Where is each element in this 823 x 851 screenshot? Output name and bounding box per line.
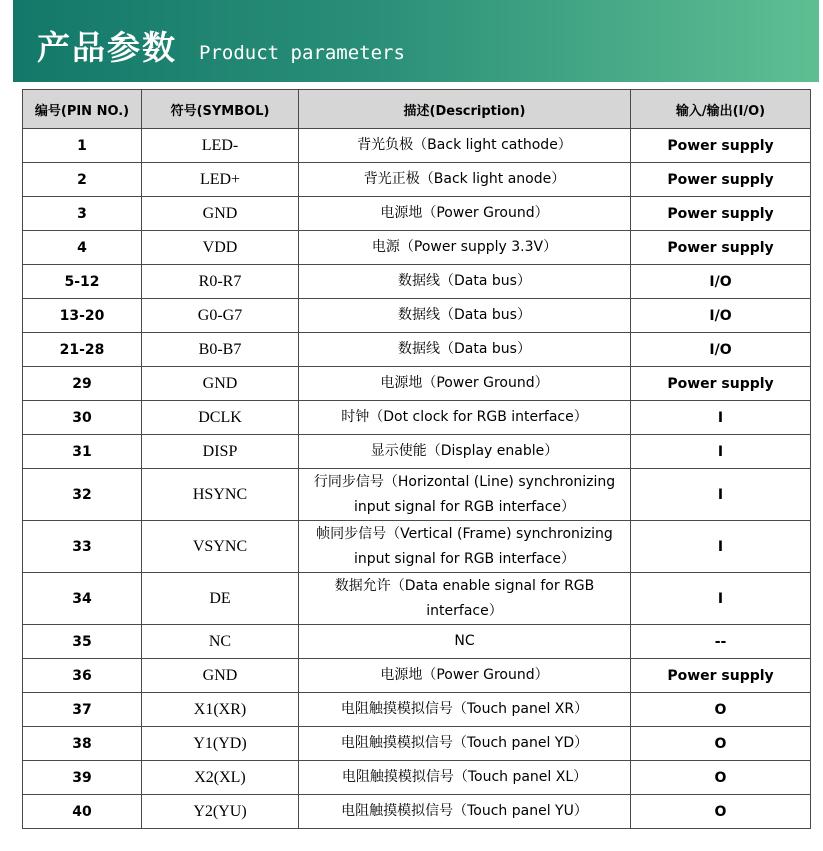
pin-number: 40	[23, 795, 142, 829]
pin-symbol: Y2(YU)	[142, 795, 299, 829]
pin-symbol: GND	[142, 197, 299, 231]
pin-io: I	[631, 435, 811, 469]
table-header-row	[23, 90, 811, 129]
pin-symbol: DISP	[142, 435, 299, 469]
pin-number: 33	[23, 521, 142, 573]
pin-io: Power supply	[631, 163, 811, 197]
col-header-symbol: 符号(SYMBOL)	[142, 90, 299, 129]
table-row	[23, 401, 811, 435]
pin-number: 35	[23, 625, 142, 659]
col-header-pin: 编号(PIN NO.)	[23, 90, 142, 129]
description-line-1: 电阻触摸模拟信号（Touch panel XL）	[341, 769, 588, 785]
pin-symbol: R0-R7	[142, 265, 299, 299]
pin-description	[299, 333, 631, 367]
pin-number: 34	[23, 573, 142, 625]
pin-description	[299, 727, 631, 761]
pin-io: I	[631, 521, 811, 573]
table-row	[23, 129, 811, 163]
pin-description	[299, 693, 631, 727]
pin-number: 3	[23, 197, 142, 231]
pin-io: Power supply	[631, 659, 811, 693]
pin-symbol: DE	[142, 573, 299, 625]
pin-description	[299, 521, 631, 573]
description-line-1: 电源地（Power Ground）	[380, 375, 549, 391]
pin-symbol: NC	[142, 625, 299, 659]
table-row	[23, 573, 811, 625]
description-line-2: input signal for RGB interface）	[353, 498, 576, 515]
description-line-2: interface）	[426, 602, 503, 619]
pin-io: I/O	[631, 265, 811, 299]
pin-description	[299, 761, 631, 795]
pin-description	[299, 795, 631, 829]
description-line-2: input signal for RGB interface）	[353, 550, 576, 567]
description-line-1: NC	[454, 633, 475, 649]
pin-number: 37	[23, 693, 142, 727]
pin-symbol: VDD	[142, 231, 299, 265]
description-line-1: 背光正极（Back light anode）	[363, 171, 566, 187]
pin-io: I	[631, 401, 811, 435]
pin-io: Power supply	[631, 367, 811, 401]
pin-number: 4	[23, 231, 142, 265]
pin-symbol: DCLK	[142, 401, 299, 435]
pin-symbol: GND	[142, 659, 299, 693]
pin-number: 39	[23, 761, 142, 795]
description-line-1: 数据线（Data bus）	[398, 341, 531, 357]
pin-description	[299, 401, 631, 435]
pin-io: O	[631, 795, 811, 829]
pin-symbol: VSYNC	[142, 521, 299, 573]
pin-symbol: LED-	[142, 129, 299, 163]
table-row	[23, 435, 811, 469]
description-line-1: 电阻触摸模拟信号（Touch panel XR）	[340, 701, 589, 717]
table-row	[23, 693, 811, 727]
pin-io: I	[631, 573, 811, 625]
table-row	[23, 625, 811, 659]
description-line-1: 电阻触摸模拟信号（Touch panel YD）	[340, 735, 589, 751]
table-row	[23, 521, 811, 573]
pin-symbol: X1(XR)	[142, 693, 299, 727]
pin-number: 38	[23, 727, 142, 761]
pin-symbol: LED+	[142, 163, 299, 197]
pin-description	[299, 659, 631, 693]
col-header-io: 输入/输出(I/O)	[631, 90, 811, 129]
pin-io: --	[631, 625, 811, 659]
pin-symbol: HSYNC	[142, 469, 299, 521]
description-line-1: 背光负极（Back light cathode）	[357, 137, 572, 153]
pin-number: 36	[23, 659, 142, 693]
pin-number: 31	[23, 435, 142, 469]
pin-table	[22, 89, 811, 829]
title-en: Product parameters	[199, 42, 405, 64]
table-row	[23, 761, 811, 795]
pin-io: O	[631, 727, 811, 761]
table-body	[23, 129, 811, 829]
header-banner	[13, 0, 819, 82]
pin-number: 30	[23, 401, 142, 435]
description-line-1: 显示使能（Display enable）	[370, 443, 559, 459]
pin-description	[299, 299, 631, 333]
description-line-1: 帧同步信号（Vertical (Frame) synchronizing	[316, 525, 613, 542]
pin-symbol: G0-G7	[142, 299, 299, 333]
pin-number: 32	[23, 469, 142, 521]
pin-number: 2	[23, 163, 142, 197]
pin-io: O	[631, 761, 811, 795]
pin-description	[299, 573, 631, 625]
pin-description	[299, 625, 631, 659]
description-line-1: 行同步信号（Horizontal (Line) synchronizing	[313, 473, 616, 490]
pin-number: 13-20	[23, 299, 142, 333]
pin-io: O	[631, 693, 811, 727]
pin-symbol: X2(XL)	[142, 761, 299, 795]
pin-io: Power supply	[631, 129, 811, 163]
table-row	[23, 367, 811, 401]
pin-description	[299, 469, 631, 521]
pin-symbol: Y1(YD)	[142, 727, 299, 761]
table-row	[23, 197, 811, 231]
description-line-1: 电源（Power supply 3.3V）	[371, 239, 558, 255]
pin-number: 1	[23, 129, 142, 163]
table-row	[23, 163, 811, 197]
pin-symbol: GND	[142, 367, 299, 401]
description-line-1: 电源地（Power Ground）	[380, 667, 549, 683]
pin-description	[299, 435, 631, 469]
pin-io: Power supply	[631, 231, 811, 265]
table-row	[23, 333, 811, 367]
description-line-1: 数据线（Data bus）	[398, 273, 531, 289]
description-line-1: 电源地（Power Ground）	[380, 205, 549, 221]
table-row	[23, 265, 811, 299]
pin-io: I	[631, 469, 811, 521]
description-line-1: 数据线（Data bus）	[398, 307, 531, 323]
pin-number: 21-28	[23, 333, 142, 367]
pin-io: Power supply	[631, 197, 811, 231]
table-row	[23, 469, 811, 521]
table-row	[23, 727, 811, 761]
table-row	[23, 659, 811, 693]
pin-description	[299, 129, 631, 163]
pin-io: I/O	[631, 299, 811, 333]
pin-description	[299, 197, 631, 231]
pin-number: 5-12	[23, 265, 142, 299]
description-line-1: 时钟（Dot clock for RGB interface）	[341, 409, 588, 425]
pin-description	[299, 265, 631, 299]
pin-symbol: B0-B7	[142, 333, 299, 367]
table-row	[23, 795, 811, 829]
pin-description	[299, 231, 631, 265]
col-header-description: 描述(Description)	[299, 90, 631, 129]
table-row	[23, 299, 811, 333]
pin-io: I/O	[631, 333, 811, 367]
title-zh: 产品参数	[37, 28, 177, 67]
description-line-1: 电阻触摸模拟信号（Touch panel YU）	[341, 803, 588, 819]
pin-description	[299, 367, 631, 401]
table-row	[23, 231, 811, 265]
description-line-1: 数据允许（Data enable signal for RGB	[334, 577, 595, 594]
pin-number: 29	[23, 367, 142, 401]
pin-description	[299, 163, 631, 197]
